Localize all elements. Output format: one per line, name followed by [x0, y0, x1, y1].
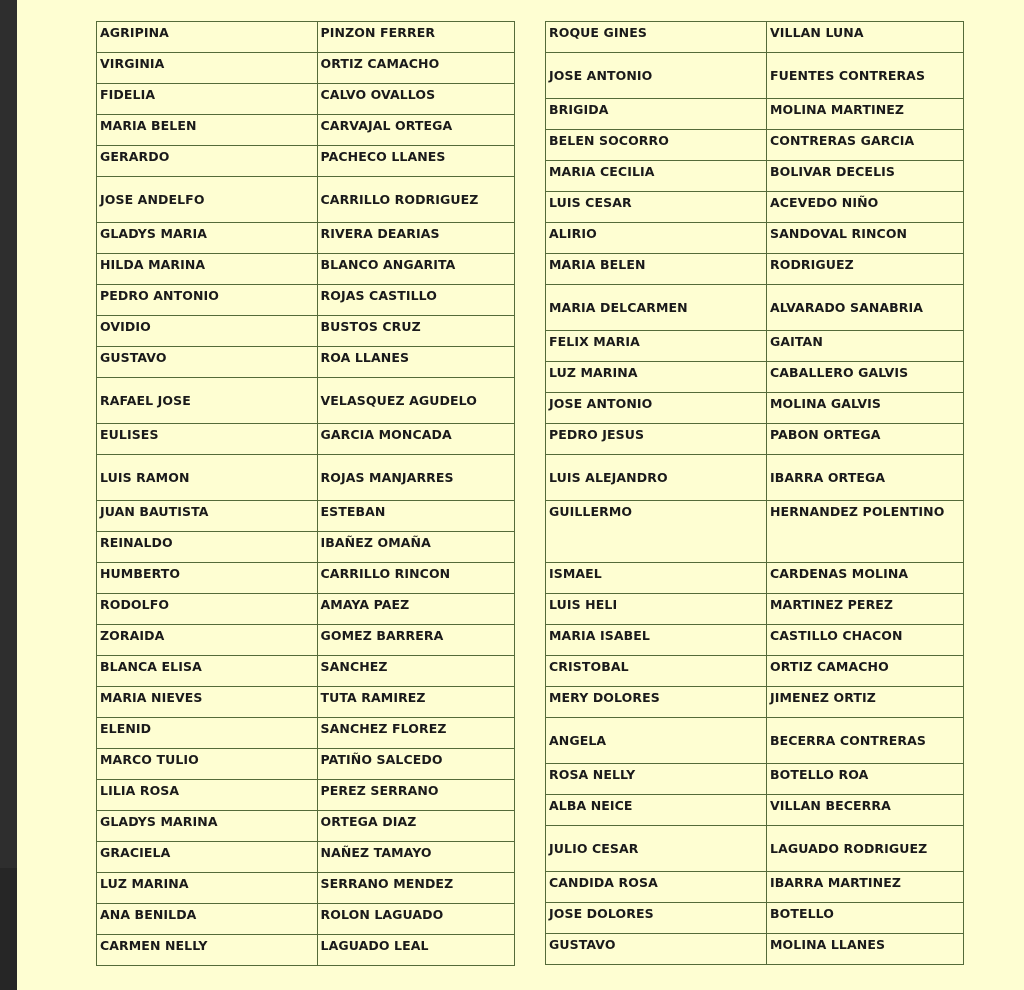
first-name-cell: ANA BENILDA	[97, 904, 318, 935]
table-row	[546, 53, 964, 99]
table-row	[546, 795, 964, 826]
table-row	[97, 656, 515, 687]
names-table-right-body	[546, 22, 964, 965]
first-name-cell: GUSTAVO	[546, 934, 767, 965]
last-name-cell: TUTA RAMIREZ	[317, 687, 514, 718]
first-name-cell: FIDELIA	[97, 84, 318, 115]
first-name-cell: ZORAIDA	[97, 625, 318, 656]
first-name-cell: ROQUE GINES	[546, 22, 767, 53]
table-row	[546, 764, 964, 795]
first-name-cell: BLANCA ELISA	[97, 656, 318, 687]
first-name-cell: JUAN BAUTISTA	[97, 501, 318, 532]
first-name-cell: LUIS ALEJANDRO	[546, 455, 767, 501]
first-name-cell: LUIS CESAR	[546, 192, 767, 223]
table-row	[546, 594, 964, 625]
table-row	[97, 749, 515, 780]
last-name-cell: PACHECO LLANES	[317, 146, 514, 177]
first-name-cell: JOSE ANDELFO	[97, 177, 318, 223]
first-name-cell: VIRGINIA	[97, 53, 318, 84]
first-name-cell: LUIS HELI	[546, 594, 767, 625]
first-name-cell: MARIA BELEN	[546, 254, 767, 285]
table-row	[97, 780, 515, 811]
table-row	[97, 873, 515, 904]
last-name-cell: VILLAN LUNA	[767, 22, 964, 53]
first-name-cell: MARIA DELCARMEN	[546, 285, 767, 331]
last-name-cell: MOLINA GALVIS	[767, 393, 964, 424]
table-row	[97, 84, 515, 115]
table-row	[97, 285, 515, 316]
left-dark-margin-lower	[0, 868, 17, 990]
table-row	[97, 223, 515, 254]
last-name-cell: ACEVEDO NIÑO	[767, 192, 964, 223]
last-name-cell: PATIÑO SALCEDO	[317, 749, 514, 780]
table-row	[97, 718, 515, 749]
table-row	[97, 316, 515, 347]
first-name-cell: PEDRO ANTONIO	[97, 285, 318, 316]
last-name-cell: BECERRA CONTRERAS	[767, 718, 964, 764]
names-table-right	[545, 21, 964, 965]
left-dark-margin	[0, 0, 17, 990]
table-row	[546, 656, 964, 687]
last-name-cell: LAGUADO RODRIGUEZ	[767, 826, 964, 872]
table-row	[546, 872, 964, 903]
first-name-cell: GERARDO	[97, 146, 318, 177]
table-row	[97, 146, 515, 177]
last-name-cell: BLANCO ANGARITA	[317, 254, 514, 285]
last-name-cell: CALVO OVALLOS	[317, 84, 514, 115]
last-name-cell: PINZON FERRER	[317, 22, 514, 53]
first-name-cell: RAFAEL JOSE	[97, 378, 318, 424]
last-name-cell: NAÑEZ TAMAYO	[317, 842, 514, 873]
table-row	[546, 331, 964, 362]
table-row	[97, 424, 515, 455]
table-row	[97, 115, 515, 146]
last-name-cell: VELASQUEZ AGUDELO	[317, 378, 514, 424]
table-row	[97, 53, 515, 84]
last-name-cell: GOMEZ BARRERA	[317, 625, 514, 656]
last-name-cell: ALVARADO SANABRIA	[767, 285, 964, 331]
table-row	[97, 904, 515, 935]
last-name-cell: ROJAS CASTILLO	[317, 285, 514, 316]
last-name-cell: MOLINA LLANES	[767, 934, 964, 965]
last-name-cell: ORTIZ CAMACHO	[767, 656, 964, 687]
first-name-cell: JOSE ANTONIO	[546, 53, 767, 99]
table-row	[97, 254, 515, 285]
first-name-cell: HILDA MARINA	[97, 254, 318, 285]
table-row	[97, 22, 515, 53]
table-row	[546, 625, 964, 656]
table-row	[97, 501, 515, 532]
table-row	[97, 842, 515, 873]
table-row	[546, 424, 964, 455]
first-name-cell: GLADYS MARIA	[97, 223, 318, 254]
table-row	[546, 254, 964, 285]
first-name-cell: LUIS RAMON	[97, 455, 318, 501]
last-name-cell: CONTRERAS GARCIA	[767, 130, 964, 161]
last-name-cell: IBARRA ORTEGA	[767, 455, 964, 501]
first-name-cell: MARCO TULIO	[97, 749, 318, 780]
table-row	[546, 455, 964, 501]
last-name-cell: ROLON LAGUADO	[317, 904, 514, 935]
table-row	[546, 192, 964, 223]
table-row	[546, 130, 964, 161]
last-name-cell: CARDENAS MOLINA	[767, 563, 964, 594]
first-name-cell: ALBA NEICE	[546, 795, 767, 826]
table-row	[546, 99, 964, 130]
first-name-cell: CRISTOBAL	[546, 656, 767, 687]
last-name-cell: ROJAS MANJARRES	[317, 455, 514, 501]
table-row	[546, 393, 964, 424]
last-name-cell: ROA LLANES	[317, 347, 514, 378]
table-row	[546, 718, 964, 764]
first-name-cell: GUSTAVO	[97, 347, 318, 378]
first-name-cell: GRACIELA	[97, 842, 318, 873]
first-name-cell: OVIDIO	[97, 316, 318, 347]
first-name-cell: MERY DOLORES	[546, 687, 767, 718]
last-name-cell: CABALLERO GALVIS	[767, 362, 964, 393]
first-name-cell: HUMBERTO	[97, 563, 318, 594]
first-name-cell: MARIA BELEN	[97, 115, 318, 146]
table-row	[546, 223, 964, 254]
last-name-cell: HERNANDEZ POLENTINO	[767, 501, 964, 563]
table-row	[546, 22, 964, 53]
last-name-cell: SANCHEZ FLOREZ	[317, 718, 514, 749]
first-name-cell: RODOLFO	[97, 594, 318, 625]
last-name-cell: IBAÑEZ OMAÑA	[317, 532, 514, 563]
first-name-cell: ELENID	[97, 718, 318, 749]
table-row	[546, 285, 964, 331]
first-name-cell: AGRIPINA	[97, 22, 318, 53]
first-name-cell: EULISES	[97, 424, 318, 455]
first-name-cell: FELIX MARIA	[546, 331, 767, 362]
last-name-cell: RIVERA DEARIAS	[317, 223, 514, 254]
first-name-cell: JOSE DOLORES	[546, 903, 767, 934]
last-name-cell: SANCHEZ	[317, 656, 514, 687]
first-name-cell: GUILLERMO	[546, 501, 767, 563]
last-name-cell: CARVAJAL ORTEGA	[317, 115, 514, 146]
last-name-cell: CARRILLO RODRIGUEZ	[317, 177, 514, 223]
table-row	[546, 687, 964, 718]
last-name-cell: AMAYA PAEZ	[317, 594, 514, 625]
first-name-cell: CANDIDA ROSA	[546, 872, 767, 903]
last-name-cell: JIMENEZ ORTIZ	[767, 687, 964, 718]
table-row	[546, 362, 964, 393]
last-name-cell: BOTELLO ROA	[767, 764, 964, 795]
first-name-cell: JOSE ANTONIO	[546, 393, 767, 424]
table-row	[97, 935, 515, 966]
first-name-cell: CARMEN NELLY	[97, 935, 318, 966]
last-name-cell: MOLINA MARTINEZ	[767, 99, 964, 130]
last-name-cell: PABON ORTEGA	[767, 424, 964, 455]
table-row	[546, 934, 964, 965]
table-row	[97, 378, 515, 424]
last-name-cell: FUENTES CONTRERAS	[767, 53, 964, 99]
first-name-cell: LUZ MARINA	[546, 362, 767, 393]
last-name-cell: VILLAN BECERRA	[767, 795, 964, 826]
table-row	[97, 563, 515, 594]
names-table-left	[96, 21, 515, 966]
last-name-cell: GAITAN	[767, 331, 964, 362]
table-row	[97, 594, 515, 625]
last-name-cell: CARRILLO RINCON	[317, 563, 514, 594]
first-name-cell: ISMAEL	[546, 563, 767, 594]
table-row	[546, 563, 964, 594]
table-row	[97, 532, 515, 563]
first-name-cell: JULIO CESAR	[546, 826, 767, 872]
last-name-cell: BOLIVAR DECELIS	[767, 161, 964, 192]
last-name-cell: ORTIZ CAMACHO	[317, 53, 514, 84]
first-name-cell: PEDRO JESUS	[546, 424, 767, 455]
last-name-cell: SERRANO MENDEZ	[317, 873, 514, 904]
last-name-cell: RODRIGUEZ	[767, 254, 964, 285]
first-name-cell: GLADYS MARINA	[97, 811, 318, 842]
first-name-cell: REINALDO	[97, 532, 318, 563]
first-name-cell: ANGELA	[546, 718, 767, 764]
first-name-cell: MARIA CECILIA	[546, 161, 767, 192]
last-name-cell: SANDOVAL RINCON	[767, 223, 964, 254]
first-name-cell: MARIA NIEVES	[97, 687, 318, 718]
table-row	[546, 161, 964, 192]
last-name-cell: ORTEGA DIAZ	[317, 811, 514, 842]
last-name-cell: ESTEBAN	[317, 501, 514, 532]
table-row	[97, 687, 515, 718]
table-row	[97, 177, 515, 223]
first-name-cell: BELEN SOCORRO	[546, 130, 767, 161]
first-name-cell: MARIA ISABEL	[546, 625, 767, 656]
table-row	[97, 347, 515, 378]
last-name-cell: GARCIA MONCADA	[317, 424, 514, 455]
first-name-cell: LILIA ROSA	[97, 780, 318, 811]
last-name-cell: MARTINEZ PEREZ	[767, 594, 964, 625]
table-row	[97, 455, 515, 501]
first-name-cell: ALIRIO	[546, 223, 767, 254]
table-row	[97, 625, 515, 656]
table-row	[546, 826, 964, 872]
last-name-cell: IBARRA MARTINEZ	[767, 872, 964, 903]
first-name-cell: BRIGIDA	[546, 99, 767, 130]
table-row	[546, 903, 964, 934]
table-row	[546, 501, 964, 563]
first-name-cell: LUZ MARINA	[97, 873, 318, 904]
last-name-cell: BOTELLO	[767, 903, 964, 934]
last-name-cell: BUSTOS CRUZ	[317, 316, 514, 347]
names-table-left-body	[97, 22, 515, 966]
last-name-cell: PEREZ SERRANO	[317, 780, 514, 811]
table-row	[97, 811, 515, 842]
last-name-cell: CASTILLO CHACON	[767, 625, 964, 656]
last-name-cell: LAGUADO LEAL	[317, 935, 514, 966]
first-name-cell: ROSA NELLY	[546, 764, 767, 795]
